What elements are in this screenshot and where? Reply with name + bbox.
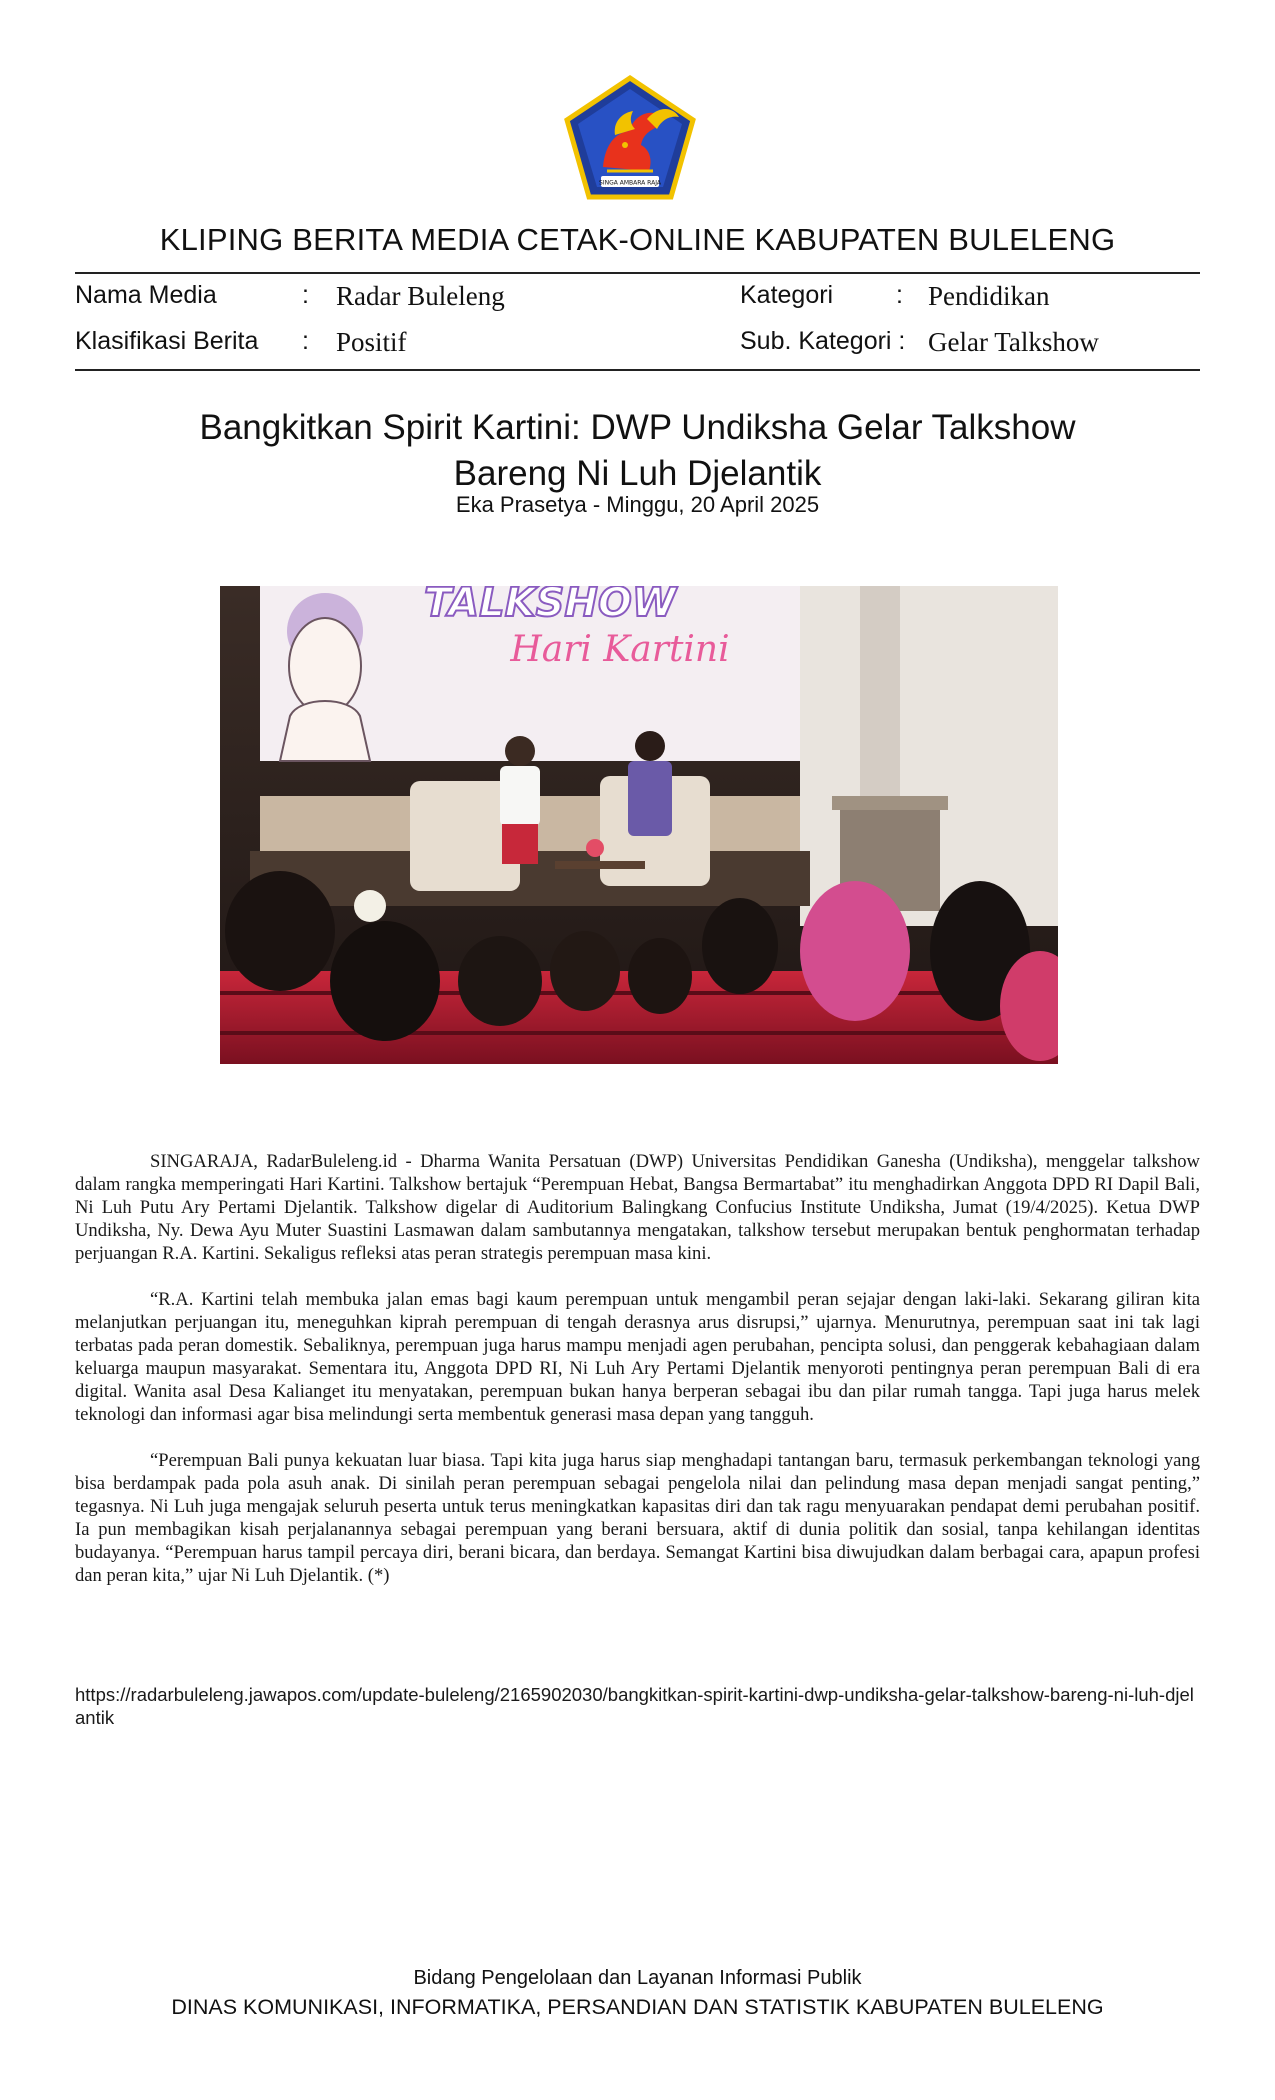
banner-subtitle: Hari Kartini xyxy=(510,629,730,670)
kategori-colon: : xyxy=(896,281,903,309)
subkategori-value: Gelar Talkshow xyxy=(928,327,1099,357)
kategori-label: Kategori xyxy=(740,281,834,309)
media-label: Nama Media xyxy=(75,281,217,309)
article-body xyxy=(75,1150,1200,1610)
kategori-value: Pendidikan xyxy=(928,281,1050,311)
media-colon: : xyxy=(302,281,309,309)
headline-line-2: Bareng Ni Luh Djelantik xyxy=(453,454,822,493)
subkategori-label: Sub. Kategori : xyxy=(740,327,906,355)
article-paragraph: “R.A. Kartini telah membuka jalan emas bagi kaum perempuan untuk mengambil peran sejajar dengan laki-laki. Sekarang giliran kita melanjutkan perjuangan itu, meneguhkan kiprah perempuan di tengah derasnya arus disrupsi,” ujarnya. Menurutnya, perempuan saat ini tak lagi terbatas pada peran domestik. Sebaliknya, perempuan juga harus mampu menjadi agen perubahan, pencipta solusi, dan penggerak kebahagiaan dalam keluarga maupun masyarakat. Sementara itu, Anggota DPD RI, Ni Luh Ary Pertami Djelantik menyoroti pentingnya peran perempuan Bali di era digital. Wanita asal Desa Kalianget itu menyatakan, perempuan bukan hanya berperan sebagai ibu dan pilar rumah tangga. Tapi juga harus melek teknologi dan informasi agar bisa melindungi serta membentuk generasi masa depan yang tangguh. xyxy=(75,1289,1200,1425)
headline-line-1: Bangkitkan Spirit Kartini: DWP Undiksha Gelar Talkshow xyxy=(199,408,1076,447)
article-headline xyxy=(0,405,1275,497)
bottom-divider xyxy=(75,369,1200,371)
article-byline: Eka Prasetya - Minggu, 20 April 2025 xyxy=(455,492,820,517)
footer-agency: DINAS KOMUNIKASI, INFORMATIKA, PERSANDIAN DAN STATISTIK KABUPATEN BULELENG xyxy=(171,1995,1104,2019)
klasifikasi-colon: : xyxy=(302,327,309,355)
source-link[interactable]: https://radarbuleleng.jawapos.com/update-buleleng/2165902030/bangkitkan-spirit-kartini-dwp-undiksha-gelar-talkshow-bareng-ni-luh-djelantik xyxy=(75,1684,1194,1728)
article-photo xyxy=(220,586,1058,1064)
document-title: KLIPING BERITA MEDIA CETAK-ONLINE KABUPATEN BULELENG xyxy=(159,222,1116,257)
logo-motto: SINGA AMBARA RAJA xyxy=(599,179,661,187)
banner-title: TALKSHOW xyxy=(423,586,677,626)
footer-department: Bidang Pengelolaan dan Layanan Informasi Publik xyxy=(413,1967,862,1989)
klasifikasi-value: Positif xyxy=(336,327,407,357)
media-value: Radar Buleleng xyxy=(336,281,505,311)
article-paragraph: “Perempuan Bali punya kekuatan luar biasa. Tapi kita juga harus siap menghadapi tantangan baru, termasuk perkembangan teknologi yang bisa berdampak pada pola asuh anak. Di sinilah peran perempuan sebagai pengelola nilai dan pelindung masa depan menjadi sangat penting,” tegasnya. Ni Luh juga mengajak seluruh peserta untuk terus meningkatkan kapasitas diri dan tak ragu menyuarakan pendapat demi perubahan positif. Ia pun membagikan kisah perjalanannya sebagai perempuan yang berani bersuara, aktif di dunia politik dan sosial, tanpa kehilangan identitas budayanya. “Perempuan harus tampil percaya diri, berani bicara, dan berdaya. Semangat Kartini bisa diwujudkan dalam berbagai cara, apapun profesi dan peran kita,” ujar Ni Luh Djelantik. (*) xyxy=(75,1450,1200,1586)
top-divider xyxy=(75,272,1200,274)
klasifikasi-label: Klasifikasi Berita xyxy=(75,327,259,355)
kabupaten-buleleng-crest-icon xyxy=(563,75,697,201)
article-paragraph: SINGARAJA, RadarBuleleng.id - Dharma Wanita Persatuan (DWP) Universitas Pendidikan Ganesha (Undiksha), menggelar talkshow dalam rangka memperingati Hari Kartini. Talkshow bertajuk “Perempuan Hebat, Bangsa Bermartabat” itu menghadirkan Anggota DPD RI Dapil Bali, Ni Luh Putu Ary Pertami Djelantik. Talkshow digelar di Auditorium Balingkang Confucius Institute Undiksha, Jumat (19/4/2025). Ketua DWP Undiksha, Ny. Dewa Ayu Muter Suastini Lasmawan dalam sambutannya mengatakan, talkshow tersebut merupakan bentuk penghormatan terhadap perjuangan R.A. Kartini. Sekaligus refleksi atas peran strategis perempuan masa kini. xyxy=(75,1151,1200,1264)
